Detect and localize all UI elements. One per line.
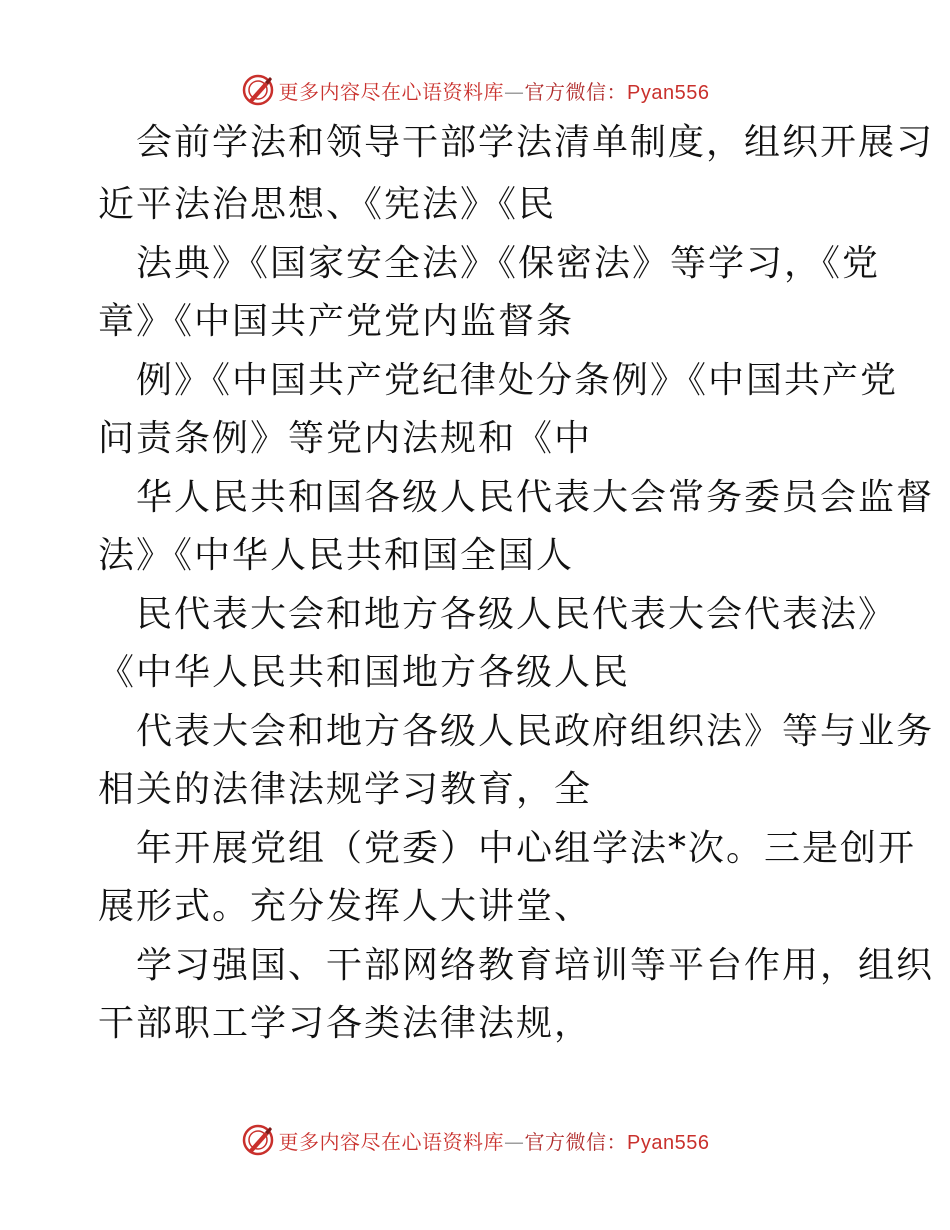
body-line-4: 章》《中国共产党党内监督条	[98, 301, 575, 342]
pen-circle-logo-icon	[241, 73, 275, 107]
body-line-7: 华人民共和国各级人民代表大会常务委员会监督	[136, 477, 935, 518]
body-line-13: 年开展党组（党委）中心组学法*次。三是创开	[136, 828, 917, 869]
header-separator: —	[504, 79, 525, 104]
body-line-14: 展形式。充分发挥人大讲堂、	[98, 886, 593, 927]
footer-banner-text	[279, 1126, 710, 1155]
body-line-1: 会前学法和领导干部学法清单制度，组织开展习	[136, 122, 935, 163]
body-line-5: 例》《中国共产党纪律处分条例》《中国共产党	[136, 360, 899, 401]
body-line-8: 法》《中华人民共和国全国人	[98, 535, 575, 576]
footer-account: Pyan556	[627, 1131, 710, 1154]
body-line-11: 代表大会和地方各级人民政府组织法》等与业务	[136, 711, 935, 752]
body-line-10: 《中华人民共和国地方各级人民	[98, 652, 631, 693]
header-wechat-label: 官方微信：	[524, 79, 628, 104]
page-header-banner	[0, 70, 950, 110]
page-footer-banner	[0, 1120, 950, 1160]
footer-wechat-label: 官方微信：	[524, 1129, 628, 1154]
body-line-15: 学习强国、干部网络教育培训等平台作用，组织	[136, 945, 935, 986]
footer-separator: —	[504, 1129, 525, 1154]
body-line-16: 干部职工学习各类法律法规，	[98, 1003, 593, 1044]
body-line-2: 近平法治思想、《宪法》《民	[98, 184, 557, 225]
header-account: Pyan556	[627, 81, 710, 104]
header-banner-text	[279, 76, 710, 105]
body-line-9: 民代表大会和地方各级人民代表大会代表法》	[136, 594, 897, 635]
body-line-12: 相关的法律法规学习教育，全	[98, 769, 593, 810]
body-line-6: 问责条例》等党内法规和《中	[98, 418, 593, 459]
header-brand: 更多内容尽在心语资料库	[278, 79, 505, 104]
footer-brand: 更多内容尽在心语资料库	[278, 1129, 505, 1154]
pen-circle-logo-icon	[241, 1123, 275, 1157]
body-line-3: 法典》《国家安全法》《保密法》等学习，《党	[136, 243, 881, 284]
